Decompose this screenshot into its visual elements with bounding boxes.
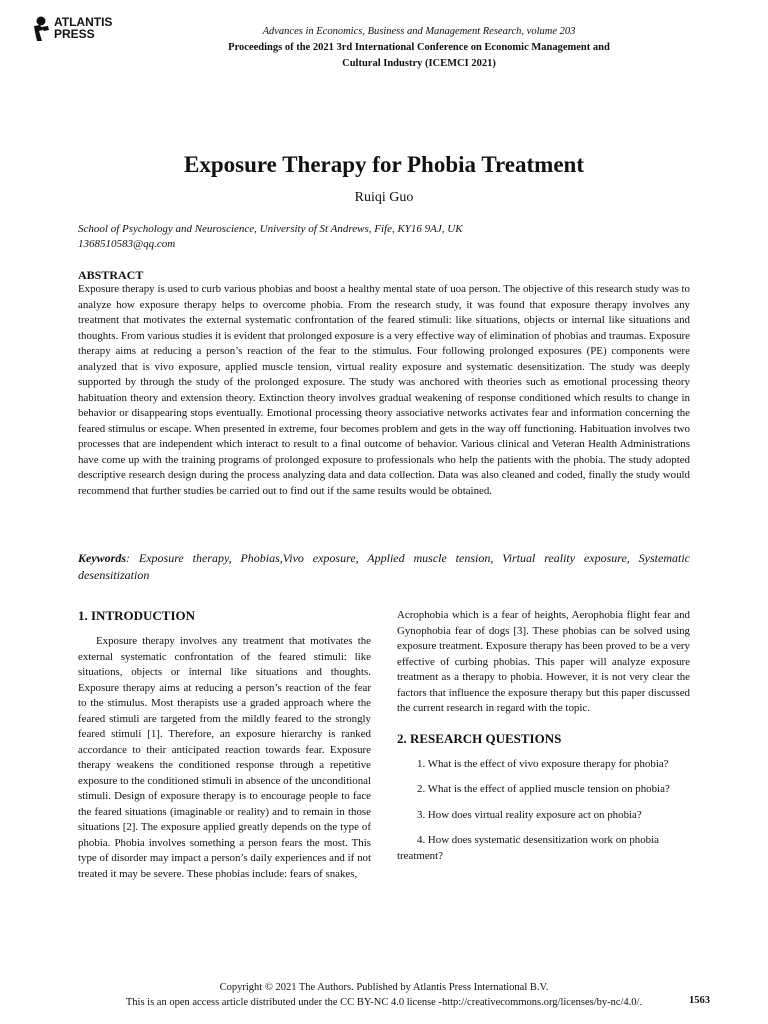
logo-text-line1: ATLANTIS: [54, 15, 113, 29]
introduction-paragraph-left: Exposure therapy involves any treatment that motivates the external systematic confrontation of the feared stimuli: like situations, objects or internal like situations and thoughts. Exposure therapy aims at reducing a person’s reaction of the fear to the stimulus. Most therapists use a graded approach where the feared stimuli are targeted from the mildly feared to the strongly feared stimuli [1]. Therefore, an exposure hierarchy is ranked accordance to their anticipated reaction towards fear. Exposure therapy weakens the conditioned response through a repetitive exposure to the conditioned stimuli in absence of the unconditional stimuli. Design of exposure therapy is to encourage people to face the feared situations (imaginable or reality) and to remain in those situations [2]. The exposure applied greatly depends on the type of phobia. Phobia involves something a person fears the most. This type of disorder may impact a person’s daily experiences and if not treated it may be severe. These phobias include: fears of snakes,: [78, 635, 371, 880]
page-footer: [0, 980, 768, 1010]
keywords: [78, 550, 690, 584]
abstract-text: Exposure therapy is used to curb various phobias and boost a healthy mental state of uoa person. The objective of this research study was to analyze how exposure therapy helps to overcome phobia. From the research study, it was found that exposure therapy involves any treatment that motivates the external systematic confrontation of the feared stimuli: like situations, objects or internal like situations and thoughts. From various studies it is evident that prolonged exposure is a very effective way of elimination of phobias and traumas. Exposure therapy aims at reducing a person’s reaction of the fear to the stimulus. Four following prolonged exposures (PE) components were analyzed that is vivo exposure, applied muscle tension, virtual reality exposure and systematic desensitization. The study was deeply supported by through the study of the prolonged exposure. The study was anchored with theories such as emotional processing theory habituation theory and extension theory. Extinction theory involves gradual weakening of response conditioned which results to change in behavior or disappearing stops eventually. Emotional processing theory associative networks activates fear and information concerning the feared stimulus or escape. When presented in extreme, four becomes problem and gets in the way off functioning. Habituation involves two processes that are independent which interact to result to a final outcome of behavior. Various clinical and Veteran Health Administrations have come up with the training programs of prolonged exposure to professionals who help the patients with the phobia. The study adopted descriptive research design during the process analyzing data and data collection. Data was also cleaned and coded, finally the study would recommend that further studies be carried out to find out if the same results would be obtained.: [78, 283, 690, 497]
author-email: 1368510583@qq.com: [78, 238, 176, 250]
copyright-notice: Copyright © 2021 The Authors. Published by Atlantis Press International B.V.: [219, 982, 549, 993]
affiliation-text: School of Psychology and Neuroscience, University of St Andrews, Fife, KY16 9AJ, UK: [78, 223, 463, 235]
abstract-heading: ABSTRACT: [78, 268, 144, 282]
atlas-figure-icon: [31, 16, 51, 42]
proceedings-line1: Proceedings of the 2021 3rd International Conference on Economic Management and: [228, 42, 610, 53]
author-affiliation: [78, 222, 463, 252]
introduction-heading: 1. INTRODUCTION: [78, 608, 196, 623]
author-name: Ruiqi Guo: [354, 190, 414, 205]
research-question-4: 4. How does systematic desensitization work on phobia treatment?: [397, 834, 659, 862]
series-title: Advances in Economics, Business and Management Research, volume 203: [262, 26, 576, 37]
keywords-label: Keywords: [78, 551, 126, 565]
license-notice: This is an open access article distributed under the CC BY-NC 4.0 license -http://creativecommons.org/licenses/by-nc/4.0/.: [125, 997, 643, 1008]
keywords-text: : Exposure therapy, Phobias,Vivo exposure, Applied muscle tension, Virtual reality exposure, Systematic desensitization: [78, 551, 690, 582]
left-column: [78, 608, 371, 882]
research-questions-heading: 2. RESEARCH QUESTIONS: [397, 730, 562, 746]
page-header: [120, 24, 718, 72]
right-column: [397, 608, 690, 874]
logo-text-line2: PRESS: [54, 27, 95, 41]
proceedings-line2: Cultural Industry (ICEMCI 2021): [342, 58, 496, 69]
introduction-paragraph-right: Acrophobia which is a fear of heights, Aerophobia flight fear and Gynophobia fear of dogs [3]. These phobias can be solved using exposure treatment. Exposure therapy has been proved to be a very effective of curbing phobias. This paper will analyze exposure treatment as a therapy to phobia. However, it is not very clear the factors that influence the exposure therapy but this paper discussed the current research in regard with the topic.: [397, 609, 690, 714]
research-question-1: 1. What is the effect of vivo exposure therapy for phobia?: [417, 757, 669, 770]
page-number: 1563: [689, 995, 710, 1006]
research-question-3: 3. How does virtual reality exposure act on phobia?: [417, 808, 642, 821]
research-question-2: 2. What is the effect of applied muscle tension on phobia?: [417, 783, 670, 795]
paper-title: Exposure Therapy for Phobia Treatment: [184, 152, 584, 177]
publisher-logo: [31, 16, 131, 46]
